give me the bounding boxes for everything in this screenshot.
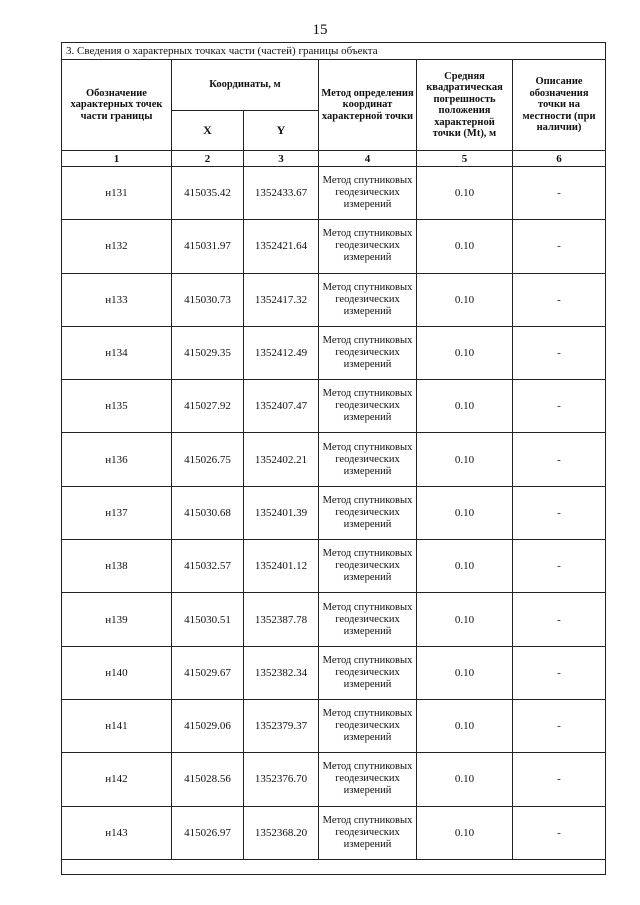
determination-method: Метод спутниковых геодезических измерений — [319, 486, 417, 539]
table-row — [62, 167, 606, 220]
column-number: 1 — [62, 151, 172, 167]
determination-method: Метод спутниковых геодезических измерений — [319, 220, 417, 273]
point-description: - — [513, 326, 606, 379]
point-description: - — [513, 753, 606, 806]
coordinate-x: 415035.42 — [172, 167, 244, 220]
coordinate-x: 415030.73 — [172, 273, 244, 326]
determination-method: Метод спутниковых геодезических измерений — [319, 699, 417, 752]
mean-square-error: 0.10 — [417, 753, 513, 806]
table-row — [62, 220, 606, 273]
coordinate-y: 1352376.70 — [244, 753, 319, 806]
determination-method: Метод спутниковых геодезических измерений — [319, 273, 417, 326]
header-y: Y — [244, 111, 319, 151]
column-number: 6 — [513, 151, 606, 167]
section-title-row — [62, 43, 606, 60]
characteristic-points-table — [61, 42, 606, 875]
determination-method: Метод спутниковых геодезических измерений — [319, 540, 417, 593]
header-description: Описание обозначения точки на местности (при наличии) — [513, 60, 606, 151]
mean-square-error: 0.10 — [417, 380, 513, 433]
column-number: 4 — [319, 151, 417, 167]
mean-square-error: 0.10 — [417, 273, 513, 326]
mean-square-error: 0.10 — [417, 167, 513, 220]
point-description: - — [513, 273, 606, 326]
coordinate-y: 1352407.47 — [244, 380, 319, 433]
table-row — [62, 380, 606, 433]
point-designation: н136 — [62, 433, 172, 486]
table-row — [62, 326, 606, 379]
coordinate-x: 415032.57 — [172, 540, 244, 593]
header-error: Средняя квадратическая погрешность положения характерной точки (Mt), м — [417, 60, 513, 151]
coordinate-y: 1352412.49 — [244, 326, 319, 379]
coordinate-y: 1352382.34 — [244, 646, 319, 699]
determination-method: Метод спутниковых геодезических измерений — [319, 753, 417, 806]
point-description: - — [513, 806, 606, 859]
point-description: - — [513, 433, 606, 486]
point-designation: н133 — [62, 273, 172, 326]
point-description: - — [513, 593, 606, 646]
header-point-designation: Обозначение характерных точек части границы — [62, 60, 172, 151]
coordinate-x: 415026.97 — [172, 806, 244, 859]
point-designation: н131 — [62, 167, 172, 220]
coordinate-y: 1352433.67 — [244, 167, 319, 220]
coordinate-y: 1352402.21 — [244, 433, 319, 486]
point-description: - — [513, 699, 606, 752]
point-designation: н140 — [62, 646, 172, 699]
table-row — [62, 433, 606, 486]
header-coordinates: Координаты, м — [172, 60, 319, 111]
point-description: - — [513, 646, 606, 699]
coordinate-x: 415027.92 — [172, 380, 244, 433]
determination-method: Метод спутниковых геодезических измерений — [319, 433, 417, 486]
determination-method: Метод спутниковых геодезических измерений — [319, 326, 417, 379]
coordinate-x: 415030.51 — [172, 593, 244, 646]
table-row — [62, 273, 606, 326]
coordinate-x: 415028.56 — [172, 753, 244, 806]
section-title: 3. Сведения о характерных точках части (частей) границы объекта — [62, 43, 606, 60]
coordinate-x: 415026.75 — [172, 433, 244, 486]
mean-square-error: 0.10 — [417, 540, 513, 593]
coordinate-y: 1352401.39 — [244, 486, 319, 539]
point-designation: н137 — [62, 486, 172, 539]
determination-method: Метод спутниковых геодезических измерений — [319, 167, 417, 220]
table-row — [62, 806, 606, 859]
mean-square-error: 0.10 — [417, 646, 513, 699]
table-row — [62, 486, 606, 539]
column-number: 5 — [417, 151, 513, 167]
table-row — [62, 540, 606, 593]
determination-method: Метод спутниковых геодезических измерений — [319, 380, 417, 433]
header-row-1 — [62, 60, 606, 111]
mean-square-error: 0.10 — [417, 326, 513, 379]
point-description: - — [513, 486, 606, 539]
point-designation: н135 — [62, 380, 172, 433]
coordinate-y: 1352368.20 — [244, 806, 319, 859]
empty-trailing-row — [62, 859, 606, 874]
point-designation: н139 — [62, 593, 172, 646]
point-description: - — [513, 540, 606, 593]
point-designation: н141 — [62, 699, 172, 752]
page-number: 15 — [312, 22, 328, 38]
coordinate-y: 1352401.12 — [244, 540, 319, 593]
coordinate-y: 1352421.64 — [244, 220, 319, 273]
mean-square-error: 0.10 — [417, 220, 513, 273]
point-designation: н134 — [62, 326, 172, 379]
point-designation: н132 — [62, 220, 172, 273]
mean-square-error: 0.10 — [417, 699, 513, 752]
mean-square-error: 0.10 — [417, 593, 513, 646]
empty-cell — [62, 859, 606, 874]
determination-method: Метод спутниковых геодезических измерений — [319, 646, 417, 699]
table-row — [62, 753, 606, 806]
mean-square-error: 0.10 — [417, 806, 513, 859]
point-designation: н142 — [62, 753, 172, 806]
column-number: 2 — [172, 151, 244, 167]
point-description: - — [513, 220, 606, 273]
determination-method: Метод спутниковых геодезических измерений — [319, 593, 417, 646]
header-x: X — [172, 111, 244, 151]
point-designation: н143 — [62, 806, 172, 859]
determination-method: Метод спутниковых геодезических измерений — [319, 806, 417, 859]
mean-square-error: 0.10 — [417, 486, 513, 539]
coordinate-x: 415029.06 — [172, 699, 244, 752]
table-row — [62, 699, 606, 752]
column-numbers-row — [62, 151, 606, 167]
table-row — [62, 646, 606, 699]
coordinate-x: 415029.35 — [172, 326, 244, 379]
table-row — [62, 593, 606, 646]
coordinate-y: 1352379.37 — [244, 699, 319, 752]
coordinate-y: 1352387.78 — [244, 593, 319, 646]
coordinate-x: 415031.97 — [172, 220, 244, 273]
coordinate-y: 1352417.32 — [244, 273, 319, 326]
point-description: - — [513, 380, 606, 433]
point-designation: н138 — [62, 540, 172, 593]
coordinate-x: 415030.68 — [172, 486, 244, 539]
point-description: - — [513, 167, 606, 220]
coordinate-x: 415029.67 — [172, 646, 244, 699]
header-method: Метод определения координат характерной точки — [319, 60, 417, 151]
mean-square-error: 0.10 — [417, 433, 513, 486]
column-number: 3 — [244, 151, 319, 167]
